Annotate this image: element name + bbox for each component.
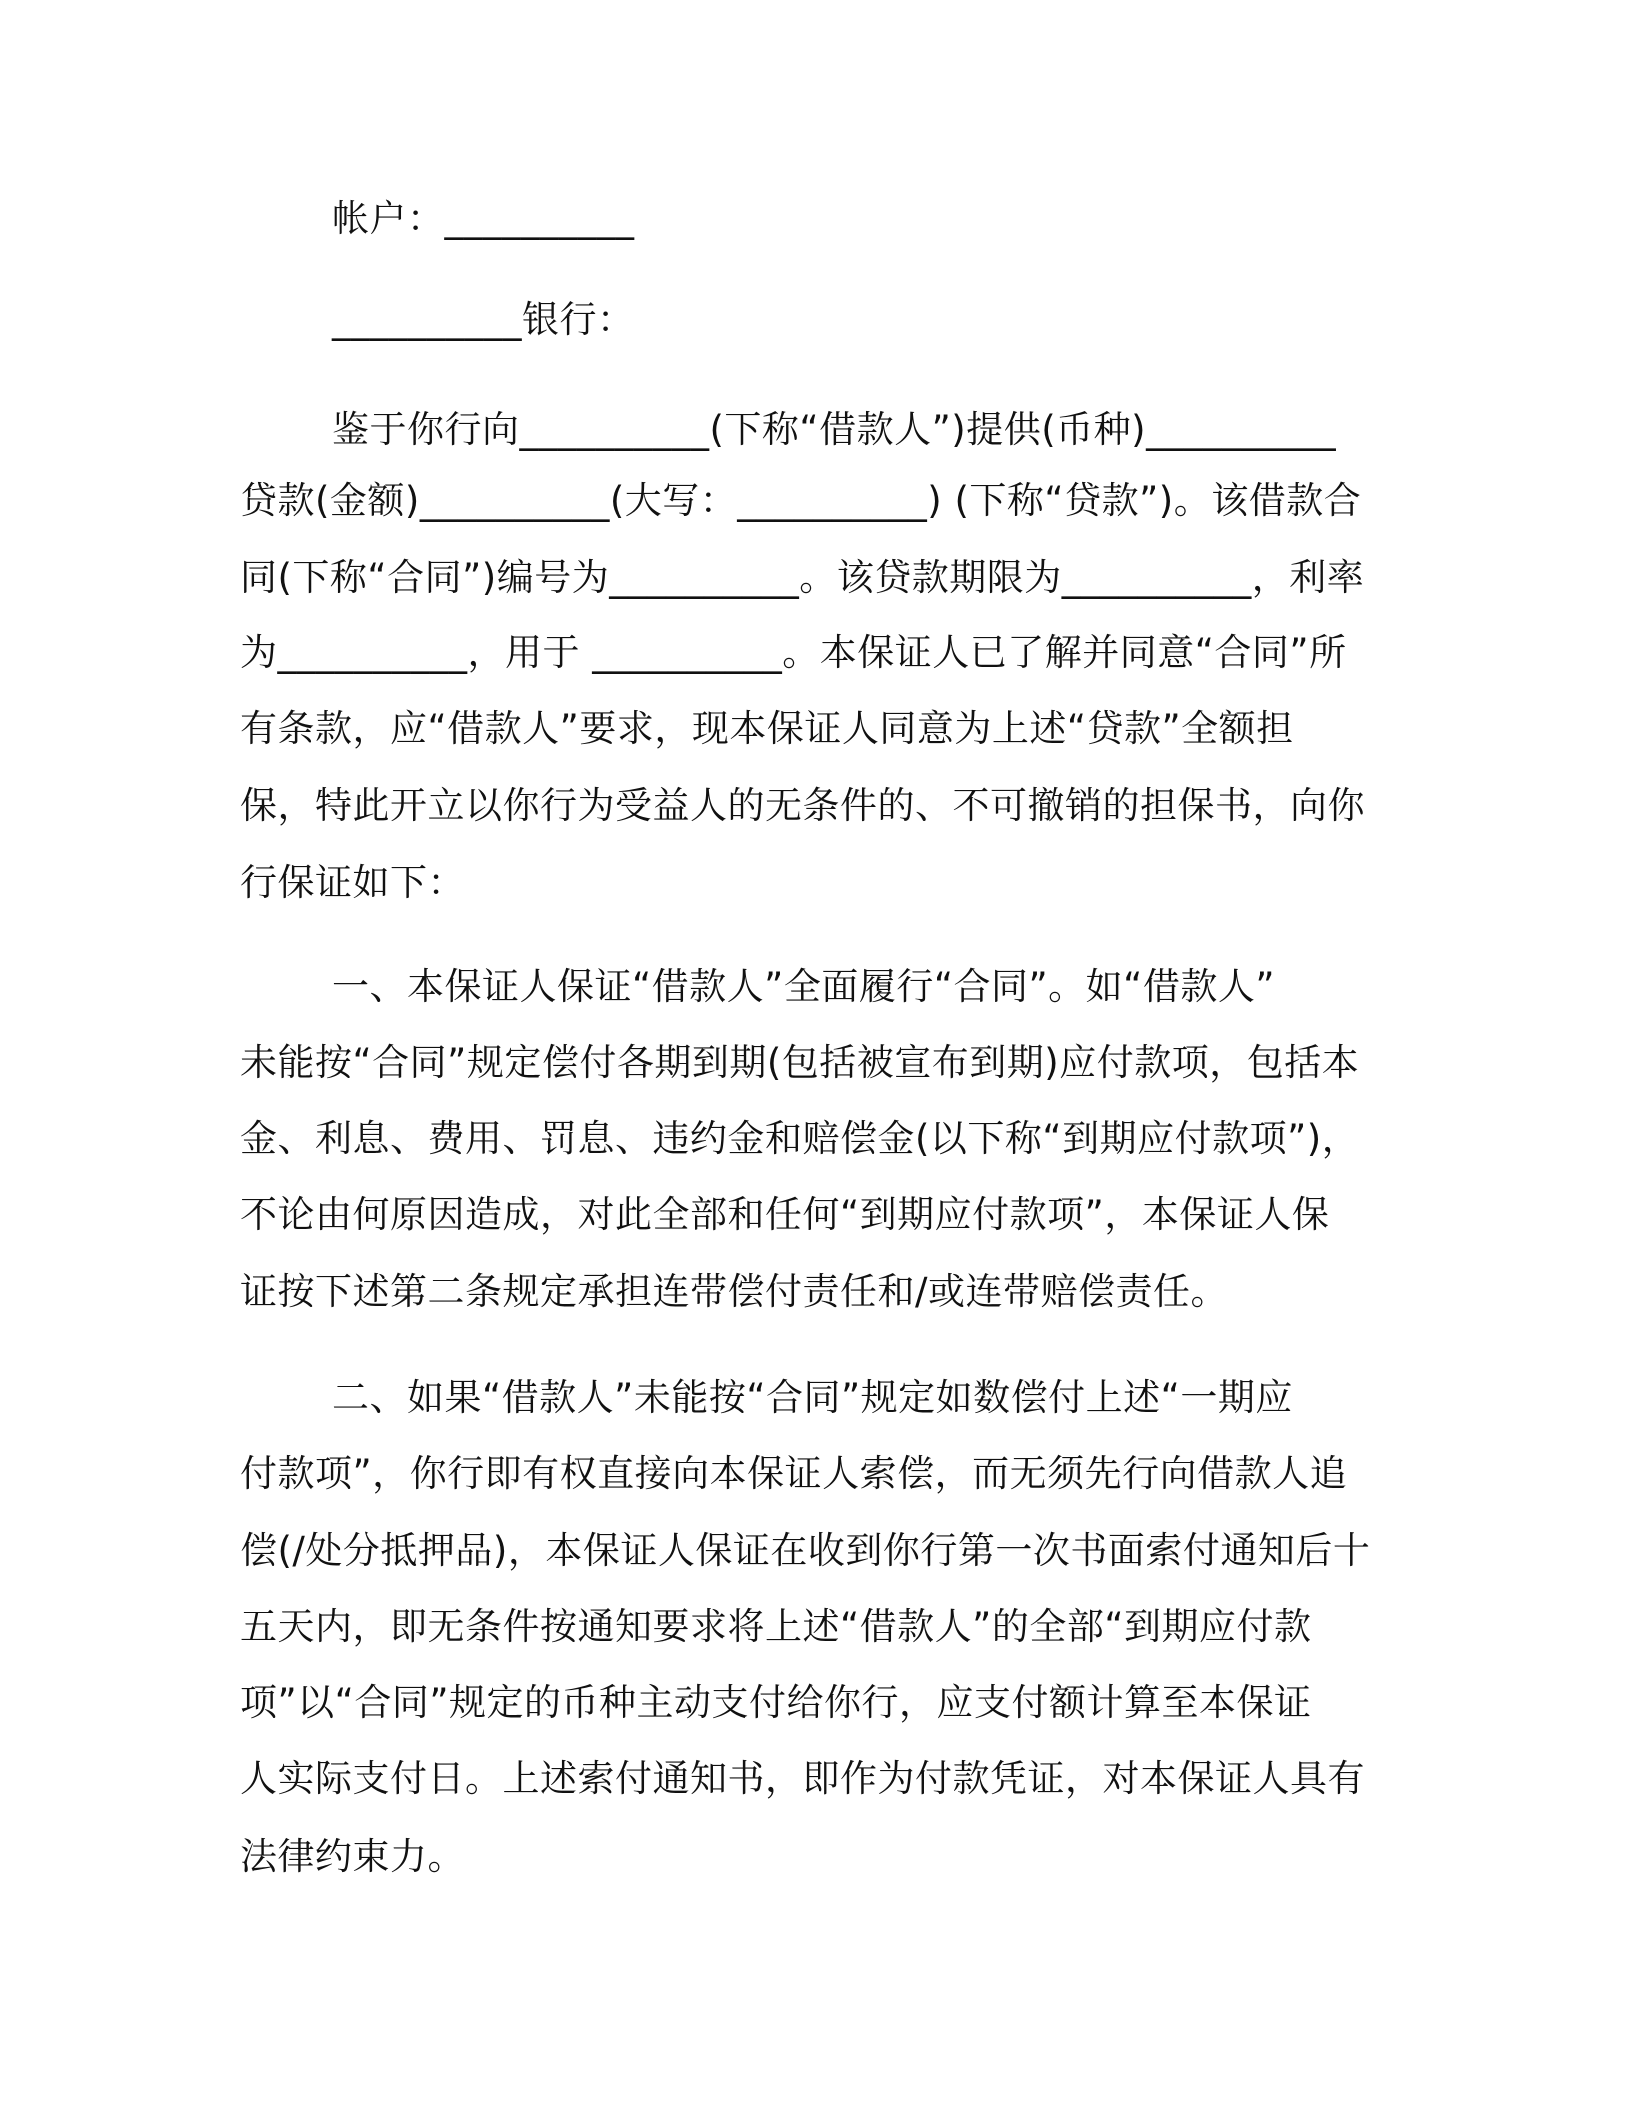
clause-one-line: 未能按“合同”规定偿付各期到期(包括被宣布到期)应付款项，包括本	[240, 1041, 1360, 1084]
intro-line: 鉴于你行向__________(下称“借款人”)提供(币种)__________	[332, 408, 1337, 451]
bank-line: __________银行：	[332, 298, 635, 341]
clause-two-line: 项”以“合同”规定的币种主动支付给你行，应支付额计算至本保证	[240, 1681, 1312, 1724]
clause-two-line: 付款项”，你行即有权直接向本保证人索偿，而无须先行向借款人追	[240, 1452, 1348, 1495]
intro-line: 为__________，用于 __________。本保证人已了解并同意“合同”所	[240, 631, 1347, 674]
clause-one-line: 金、利息、费用、罚息、违约金和赔偿金(以下称“到期应付款项”)，	[240, 1117, 1360, 1160]
clause-one-line: 不论由何原因造成，对此全部和任何“到期应付款项”，本保证人保	[240, 1193, 1330, 1236]
clause-two-line: 法律约束力。	[240, 1835, 465, 1878]
clause-two-line: 二、如果“借款人”未能按“合同”规定如数偿付上述“一期应	[332, 1376, 1293, 1419]
clause-two-line: 五天内，即无条件按通知要求将上述“借款人”的全部“到期应付款	[240, 1605, 1312, 1648]
clause-one-line: 一、本保证人保证“借款人”全面履行“合同”。如“借款人”	[332, 965, 1276, 1008]
intro-line: 同(下称“合同”)编号为__________。该贷款期限为__________，利率	[240, 556, 1365, 599]
intro-line: 有条款，应“借款人”要求，现本保证人同意为上述“贷款”全额担	[240, 707, 1294, 750]
clause-one-line: 证按下述第二条规定承担连带偿付责任和/或连带赔偿责任。	[240, 1270, 1228, 1313]
account-line: 帐户：__________	[332, 197, 635, 240]
intro-line: 保，特此开立以你行为受益人的无条件的、不可撤销的担保书，向你	[240, 784, 1365, 827]
intro-line: 贷款(金额)__________(大写：__________) (下称“贷款”)。该借款合	[240, 479, 1362, 522]
clause-two-line: 偿(/处分抵押品)，本保证人保证在收到你行第一次书面索付通知后十	[240, 1529, 1371, 1572]
clause-two-line: 人实际支付日。上述索付通知书，即作为付款凭证，对本保证人具有	[240, 1757, 1365, 1800]
intro-line: 行保证如下：	[240, 861, 465, 904]
